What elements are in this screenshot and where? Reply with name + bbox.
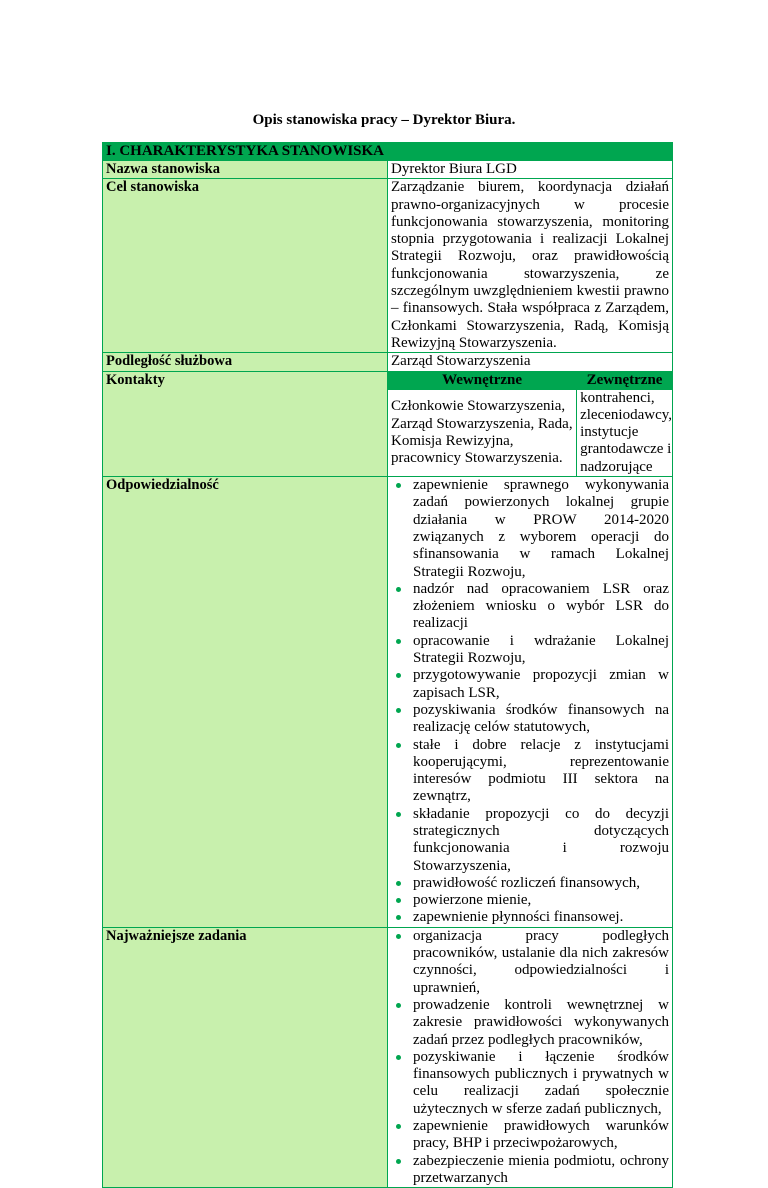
bullet-icon <box>396 1055 401 1060</box>
bullet-icon <box>396 708 401 713</box>
label-cel-stanowiska: Cel stanowiska <box>103 179 388 353</box>
responsibilities-list <box>391 477 669 927</box>
section-header-row <box>103 143 673 161</box>
list-item-text: nadzór nad opracowaniem LSR oraz złożeniem wniosku o wybór LSR do realizacji <box>413 580 669 632</box>
row-odpowiedzialnosc <box>103 477 673 928</box>
row-kontakty <box>103 371 673 476</box>
label-odpowiedzialnosc: Odpowiedzialność <box>103 477 388 928</box>
list-item-text: prawidłowość rozliczeń finansowych, <box>413 874 641 891</box>
bullet-icon <box>396 915 401 920</box>
contacts-subtable <box>388 372 672 476</box>
row-podleglosc <box>103 353 673 371</box>
list-item-text: stałe i dobre relacje z instytucjami kooperującymi, reprezentowanie interesów podmiotu III sektora na zewnątrz, <box>413 736 669 805</box>
row-cel <box>103 179 673 353</box>
list-item <box>413 633 669 668</box>
list-item <box>413 928 669 997</box>
bullet-icon <box>396 812 401 817</box>
list-item <box>413 1118 669 1153</box>
list-item-text: pozyskiwanie i łączenie środków finansowych publicznych i prywatnych w celu realizacji zadań społecznie użytecznych w sferze zadań publicznych, <box>413 1048 669 1117</box>
list-item <box>413 477 669 581</box>
contacts-internal-header: Wewnętrzne <box>388 372 577 390</box>
list-item <box>413 737 669 806</box>
job-description-table <box>102 142 673 1188</box>
bullet-icon <box>396 1159 401 1164</box>
value-odpowiedzialnosc <box>388 477 673 928</box>
bullet-icon <box>396 639 401 644</box>
label-nazwa-stanowiska: Nazwa stanowiska <box>103 161 388 179</box>
list-item-text: opracowanie i wdrażanie Lokalnej Strategii Rozwoju, <box>413 632 669 667</box>
bullet-icon <box>396 587 401 592</box>
list-item <box>413 581 669 633</box>
value-podleglosc-sluzbowa: Zarząd Stowarzyszenia <box>388 353 673 371</box>
contacts-external-header: Zewnętrzne <box>577 372 672 390</box>
list-item <box>413 667 669 702</box>
value-nazwa-stanowiska: Dyrektor Biura LGD <box>388 161 673 179</box>
list-item-text: zabezpieczenie mienia podmiotu, ochrony przetwarzanych <box>413 1152 669 1186</box>
bullet-icon <box>396 898 401 903</box>
list-item <box>413 875 669 892</box>
value-kontakty <box>388 371 673 476</box>
row-zadania <box>103 927 673 1187</box>
bullet-icon <box>396 743 401 748</box>
list-item <box>413 997 669 1049</box>
label-najwazniejsze-zadania: Najważniejsze zadania <box>103 927 388 1187</box>
tasks-list <box>391 928 669 1187</box>
list-item-text: prowadzenie kontroli wewnętrznej w zakresie prawidłowości wykonywanych zadań przez podległych pracowników, <box>413 996 669 1048</box>
bullet-icon <box>396 934 401 939</box>
bullet-icon <box>396 881 401 886</box>
contacts-external-list: kontrahenci, zleceniodawcy, instytucje grantodawcze i nadzorujące <box>577 389 672 476</box>
bullet-icon <box>396 1124 401 1129</box>
list-item-text: powierzone mienie, <box>413 892 532 909</box>
list-item <box>413 892 669 909</box>
bullet-icon <box>396 1003 401 1008</box>
list-item-text: zapewnienie płynności finansowej. <box>413 909 624 926</box>
list-item-text: zapewnienie prawidłowych warunków pracy, BHP i przeciwpożarowych, <box>413 1118 669 1152</box>
row-nazwa <box>103 161 673 179</box>
value-najwazniejsze-zadania <box>388 927 673 1187</box>
list-item-text: organizacja pracy podległych pracowników, ustalanie dla nich zakresów czynności, odpowiedzialności i uprawnień, <box>413 927 669 996</box>
bullet-icon <box>396 673 401 678</box>
list-item-text: pozyskiwania środków finansowych na realizację celów statutowych, <box>413 701 669 736</box>
label-podleglosc-sluzbowa: Podległość służbowa <box>103 353 388 371</box>
label-kontakty: Kontakty <box>103 371 388 476</box>
list-item <box>413 1153 669 1188</box>
list-item-text: przygotowywanie propozycji zmian w zapisach LSR, <box>413 667 669 701</box>
contacts-internal-list: Członkowie Stowarzyszenia, Zarząd Stowarzyszenia, Rada, Komisja Rewizyjna, pracownicy Stowarzyszenia. <box>391 398 573 467</box>
value-cel-stanowiska: Zarządzanie biurem, koordynacja działań prawno-organizacyjnych w procesie funkcjonowania stowarzyszenia, monitoring stopnia przygotowania i realizacji Lokalnej Strategii Rozwoju, oraz prawidłowością funkcjonowania stowarzyszenia, ze szczególnym uwzględnieniem kwestii prawno – finansowych. Stała współpraca z Zarządem, Członkami Stowarzyszenia, Radą, Komisją Rewizyjną Stowarzyszenia. <box>388 179 673 353</box>
list-item <box>413 1049 669 1118</box>
list-item <box>413 909 669 926</box>
document-title: Opis stanowiska pracy – Dyrektor Biura. <box>252 112 516 128</box>
list-item <box>413 806 669 875</box>
list-item-text: zapewnienie sprawnego wykonywania zadań powierzonych lokalnej grupie działania w PROW 2014-2020 związanych z wyborem operacji do sfinansowania w ramach Lokalnej Strategii Rozwoju, <box>413 477 669 580</box>
list-item-text: składanie propozycji co do decyzji strategicznych dotyczących funkcjonowania i rozwoju Stowarzyszenia, <box>413 805 669 874</box>
bullet-icon <box>396 483 401 488</box>
section-header: I. CHARAKTERYSTYKA STANOWISKA <box>103 143 673 161</box>
list-item <box>413 702 669 737</box>
